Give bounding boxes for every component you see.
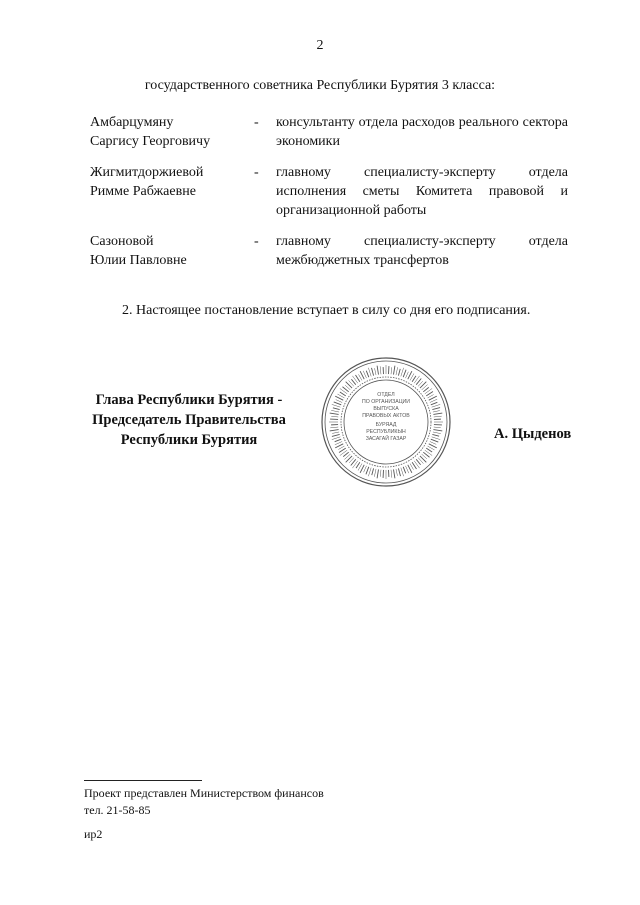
seal-ring-mark: [335, 439, 342, 442]
seal-ring-mark: [343, 452, 348, 456]
seal-ring-mark: [394, 469, 395, 478]
seal-ring-mark: [433, 432, 441, 434]
seal-ring-mark: [363, 371, 366, 378]
employee-name: [90, 113, 250, 151]
seal-ring-mark: [377, 366, 378, 375]
seal-ring-mark: [433, 430, 442, 431]
seal-ring-mark: [380, 366, 381, 374]
signatory-title: [70, 390, 308, 450]
seal-ring-mark: [394, 366, 395, 375]
seal-ring-mark: [332, 434, 340, 436]
signatory-title-line: Глава Республики Бурятия -: [95, 392, 283, 408]
seal-ring-mark: [434, 416, 442, 417]
seal-ring-mark: [406, 466, 409, 473]
seal-ring-mark: [356, 462, 360, 468]
position-text: консультанту отдела расходов реального сектора экономики: [276, 115, 568, 149]
seal-text: ЗАСАГАЙ ГАЗАР: [365, 436, 407, 442]
seal-ring-mark: [366, 371, 369, 378]
clause-2: 2. Настоящее постановление вступает в силу со дня его подписания.: [122, 303, 531, 318]
seal-ring-mark: [432, 437, 441, 440]
seal-text: ПРАВОВЫХ АКТОВ: [362, 413, 410, 419]
seal-ring-mark: [346, 456, 352, 462]
seal-ring-mark: [391, 470, 392, 478]
seal-ring-mark: [366, 467, 369, 474]
seal-ring-mark: [401, 468, 404, 477]
seal-ring-mark: [338, 446, 344, 450]
seal-ring-mark: [426, 448, 432, 452]
seal-ring-mark: [333, 408, 340, 410]
seal-ring-mark: [432, 434, 439, 436]
footer-code: ир2: [84, 827, 103, 841]
footnote-rule: [84, 780, 202, 781]
seal-ring-mark: [330, 430, 339, 431]
seal-ring-mark: [374, 469, 376, 477]
seal-ring-mark: [416, 459, 420, 464]
seal-ring-mark: [410, 464, 414, 470]
seal-text: ОТДЕЛ: [377, 392, 395, 398]
footer-project-line: Проект представлен Министерством финансов: [84, 786, 324, 800]
seal-ring-mark: [396, 469, 397, 476]
seal-ring-mark: [420, 456, 426, 462]
seal-ring-mark: [331, 416, 338, 417]
seal-ring-mark: [359, 374, 363, 380]
seal-ring-mark: [377, 469, 378, 478]
seal-ring-mark: [340, 392, 346, 396]
seal-ring-mark: [368, 468, 371, 477]
intro-line: государственного советника Республики Бурятия 3 класса:: [144, 78, 496, 93]
seal-ring-mark: [420, 382, 426, 388]
seal-ring-mark: [401, 368, 404, 377]
dash: -: [254, 165, 259, 180]
seal-text: БУРЯАД: [375, 422, 397, 428]
name-line: Юлии Павловне: [90, 253, 187, 268]
seal-ring-mark: [332, 437, 341, 440]
seal-ring-mark: [332, 404, 341, 407]
seal-ring-mark: [434, 427, 441, 428]
seal-ring-mark: [430, 399, 437, 402]
seal-text: ПО ОРГАНИЗАЦИИ: [362, 399, 410, 405]
seal-ring-mark: [380, 470, 381, 477]
seal-ring-mark: [330, 427, 338, 428]
seal-ring-mark: [433, 413, 442, 414]
employee-name: [90, 232, 250, 270]
seal-ring-mark: [346, 382, 352, 388]
seal-ring-mark: [398, 468, 400, 476]
seal-ring-mark: [351, 379, 355, 384]
seal-ring-mark: [368, 368, 371, 377]
position-text: главному специалисту-эксперту отдела межбюджетных трансфертов: [276, 234, 568, 268]
seal-ring-mark: [391, 367, 392, 374]
seal-ring-mark: [336, 400, 342, 403]
seal-ring-mark: [406, 372, 409, 378]
position-text: главному специалисту-эксперту отдела исполнения сметы Комитета правовой и организационной работы: [276, 165, 568, 218]
seal-ring-mark: [433, 411, 440, 412]
seal-ring-mark: [334, 402, 341, 405]
seal-ring-mark: [403, 370, 406, 377]
seal-ring-mark: [431, 439, 438, 442]
name-line: Жигмитдоржиевой: [90, 165, 204, 180]
employee-name: [90, 163, 250, 201]
seal-ring-mark: [331, 410, 339, 412]
seal-ring-mark: [432, 408, 440, 410]
seal-ring-mark: [430, 442, 436, 445]
page-number: 2: [316, 38, 324, 53]
name-line: Амбарцумяну: [90, 115, 174, 130]
seal-text: РЕСПУБЛИКЫН: [366, 429, 406, 435]
name-line: Саргису Георговичу: [90, 134, 211, 149]
seal-ring-mark: [335, 442, 342, 445]
seal-ring-mark: [423, 387, 428, 391]
name-line: Сазоновой: [90, 234, 154, 249]
signatory-title-line: Республики Бурятия: [120, 432, 258, 448]
seal-ring-mark: [432, 404, 441, 407]
signatory-name: А. Цыденов: [494, 426, 572, 442]
seal-ring-mark: [372, 468, 374, 475]
footer-phone: тел. 21-58-85: [84, 803, 151, 817]
seal-ring-mark: [431, 402, 438, 405]
seal-text: ВЫПУСКА: [373, 406, 399, 412]
dash: -: [254, 115, 259, 130]
seal-ring-mark: [332, 432, 339, 433]
seal-ring-mark: [396, 367, 398, 375]
seal-ring-mark: [403, 467, 406, 474]
seal-ring-mark: [372, 368, 374, 376]
official-seal: [320, 356, 452, 488]
seal-ring-mark: [330, 413, 339, 414]
signatory-title-line: Председатель Правительства: [92, 412, 286, 428]
name-line: Римме Рабжаевне: [90, 184, 196, 199]
dash: -: [254, 234, 259, 249]
seal-ring-mark: [398, 369, 400, 376]
seal-ring-mark: [364, 466, 367, 472]
seal-ring-mark: [412, 376, 416, 382]
seal-ring-mark: [375, 368, 376, 375]
seal-ring-mark: [428, 395, 434, 399]
